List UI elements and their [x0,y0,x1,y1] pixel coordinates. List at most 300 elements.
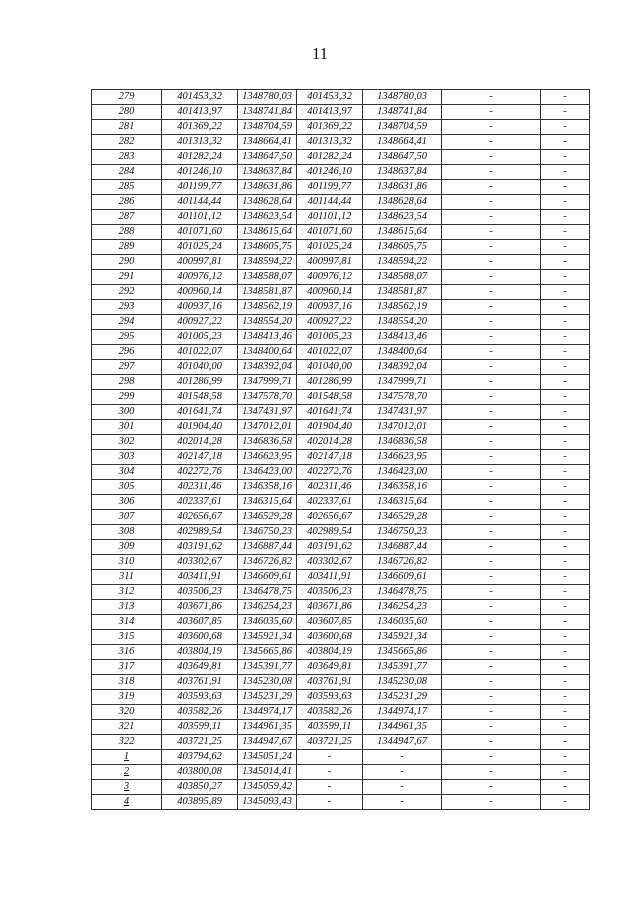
table-row [92,780,590,795]
page-number: 11 [311,44,329,63]
x-coordinate-cell: 403895,89 [162,795,238,810]
extra-column-1-cell: - [442,165,541,180]
x-coordinate-cell: 401071,60 [162,225,238,240]
y-coordinate-2-cell: 1348615,64 [363,225,442,240]
point-number-cell [92,750,162,765]
y-coordinate-cell: 1348628,64 [238,195,297,210]
y-coordinate-cell: 1348664,41 [238,135,297,150]
x-coordinate-cell: 401641,74 [162,405,238,420]
table-row [92,210,590,225]
y-coordinate-cell: 1348413,46 [238,330,297,345]
extra-column-1-cell: - [442,540,541,555]
extra-column-1-cell: - [442,240,541,255]
y-coordinate-cell: 1346750,23 [238,525,297,540]
x-coordinate-cell: 403506,23 [162,585,238,600]
point-number-cell: 280 [92,105,162,120]
y-coordinate-2-cell: 1346478,75 [363,585,442,600]
x-coordinate-cell: 403800,08 [162,765,238,780]
x-coordinate-cell: 400937,16 [162,300,238,315]
extra-column-1-cell: - [442,225,541,240]
point-number-cell: 313 [92,600,162,615]
extra-column-1-cell: - [442,255,541,270]
extra-column-1-cell: - [442,600,541,615]
table-row [92,120,590,135]
extra-column-1-cell: - [442,390,541,405]
extra-column-1-cell: - [442,495,541,510]
extra-column-2-cell: - [541,570,590,585]
extra-column-2-cell: - [541,375,590,390]
x-coordinate-cell: 401413,97 [162,105,238,120]
extra-column-2-cell: - [541,420,590,435]
point-number-cell: 281 [92,120,162,135]
extra-column-2-cell: - [541,195,590,210]
y-coordinate-cell: 1346315,64 [238,495,297,510]
point-number-underlined: 4 [123,796,130,807]
x-coordinate-2-cell: 401246,10 [297,165,363,180]
extra-column-2-cell: - [541,255,590,270]
x-coordinate-cell: 401005,23 [162,330,238,345]
y-coordinate-2-cell: 1348594,22 [363,255,442,270]
table-row [92,465,590,480]
y-coordinate-2-cell: 1347431,97 [363,405,442,420]
x-coordinate-2-cell: 403411,91 [297,570,363,585]
x-coordinate-2-cell: 403761,91 [297,675,363,690]
y-coordinate-cell: 1348392,04 [238,360,297,375]
point-number-cell: 309 [92,540,162,555]
extra-column-1-cell: - [442,270,541,285]
y-coordinate-2-cell: 1348741,84 [363,105,442,120]
point-number-cell: 284 [92,165,162,180]
table-row [92,390,590,405]
y-coordinate-cell: 1348647,50 [238,150,297,165]
extra-column-2-cell: - [541,630,590,645]
extra-column-1-cell: - [442,555,541,570]
x-coordinate-cell: 401369,22 [162,120,238,135]
y-coordinate-2-cell: 1346423,00 [363,465,442,480]
y-coordinate-cell: 1345230,08 [238,675,297,690]
point-number-cell: 294 [92,315,162,330]
y-coordinate-2-cell: 1348605,75 [363,240,442,255]
point-number-cell: 293 [92,300,162,315]
y-coordinate-2-cell: - [363,780,442,795]
x-coordinate-cell: 402272,76 [162,465,238,480]
x-coordinate-2-cell: 401904,40 [297,420,363,435]
extra-column-2-cell: - [541,540,590,555]
x-coordinate-2-cell: - [297,795,363,810]
table-row [92,105,590,120]
x-coordinate-2-cell: 402311,46 [297,480,363,495]
table-row [92,330,590,345]
x-coordinate-cell: 403794,62 [162,750,238,765]
y-coordinate-2-cell: 1348413,46 [363,330,442,345]
point-number-cell: 291 [92,270,162,285]
extra-column-2-cell: - [541,780,590,795]
extra-column-1-cell: - [442,660,541,675]
extra-column-1-cell: - [442,450,541,465]
x-coordinate-2-cell: 401025,24 [297,240,363,255]
extra-column-2-cell: - [541,180,590,195]
y-coordinate-2-cell: 1346035,60 [363,615,442,630]
point-number-cell: 287 [92,210,162,225]
y-coordinate-cell: 1346836,58 [238,435,297,450]
x-coordinate-2-cell: - [297,750,363,765]
x-coordinate-2-cell: 401040,00 [297,360,363,375]
extra-column-1-cell: - [442,525,541,540]
coordinates-table [91,89,590,810]
x-coordinate-2-cell: 400976,12 [297,270,363,285]
y-coordinate-2-cell: 1344961,35 [363,720,442,735]
extra-column-2-cell: - [541,435,590,450]
extra-column-2-cell: - [541,165,590,180]
table-row [92,195,590,210]
x-coordinate-cell: 401199,77 [162,180,238,195]
y-coordinate-2-cell: 1346254,23 [363,600,442,615]
x-coordinate-2-cell: 402656,67 [297,510,363,525]
x-coordinate-2-cell: 401313,32 [297,135,363,150]
extra-column-1-cell: - [442,405,541,420]
extra-column-2-cell: - [541,90,590,105]
y-coordinate-cell: 1348623,54 [238,210,297,225]
point-number-cell: 322 [92,735,162,750]
y-coordinate-cell: 1348588,07 [238,270,297,285]
y-coordinate-2-cell: 1348623,54 [363,210,442,225]
x-coordinate-cell: 401453,32 [162,90,238,105]
y-coordinate-2-cell: 1346726,82 [363,555,442,570]
y-coordinate-cell: 1348780,03 [238,90,297,105]
y-coordinate-2-cell: 1346529,28 [363,510,442,525]
extra-column-1-cell: - [442,420,541,435]
x-coordinate-cell: 403721,25 [162,735,238,750]
x-coordinate-2-cell: 403804,19 [297,645,363,660]
extra-column-2-cell: - [541,765,590,780]
point-number-cell: 303 [92,450,162,465]
point-number-cell: 321 [92,720,162,735]
y-coordinate-cell: 1348631,86 [238,180,297,195]
extra-column-1-cell: - [442,285,541,300]
y-coordinate-2-cell: 1348647,50 [363,150,442,165]
table-row [92,270,590,285]
extra-column-1-cell: - [442,615,541,630]
point-number-cell [92,795,162,810]
y-coordinate-cell: 1348637,84 [238,165,297,180]
x-coordinate-cell: 402147,18 [162,450,238,465]
y-coordinate-cell: 1345391,77 [238,660,297,675]
extra-column-2-cell: - [541,750,590,765]
y-coordinate-cell: 1346623,95 [238,450,297,465]
point-number-cell: 283 [92,150,162,165]
y-coordinate-cell: 1345014,41 [238,765,297,780]
extra-column-1-cell: - [442,435,541,450]
point-number-cell: 298 [92,375,162,390]
extra-column-1-cell: - [442,315,541,330]
extra-column-2-cell: - [541,600,590,615]
table-row [92,750,590,765]
extra-column-1-cell: - [442,570,541,585]
x-coordinate-cell: 400960,14 [162,285,238,300]
x-coordinate-2-cell: 401413,97 [297,105,363,120]
extra-column-1-cell: - [442,480,541,495]
extra-column-2-cell: - [541,735,590,750]
extra-column-2-cell: - [541,390,590,405]
extra-column-1-cell: - [442,360,541,375]
point-number-underlined: 3 [123,781,130,792]
x-coordinate-cell: 403302,67 [162,555,238,570]
extra-column-2-cell: - [541,105,590,120]
extra-column-1-cell: - [442,720,541,735]
x-coordinate-cell: 402656,67 [162,510,238,525]
point-number-cell: 290 [92,255,162,270]
extra-column-2-cell: - [541,360,590,375]
x-coordinate-cell: 401286,99 [162,375,238,390]
extra-column-2-cell: - [541,300,590,315]
table-row [92,765,590,780]
point-number-cell: 302 [92,435,162,450]
extra-column-1-cell: - [442,675,541,690]
extra-column-2-cell: - [541,690,590,705]
y-coordinate-2-cell: 1344947,67 [363,735,442,750]
y-coordinate-cell: 1346254,23 [238,600,297,615]
y-coordinate-cell: 1344974,17 [238,705,297,720]
x-coordinate-cell: 401040,00 [162,360,238,375]
point-number-cell: 312 [92,585,162,600]
extra-column-2-cell: - [541,240,590,255]
x-coordinate-2-cell: 400937,16 [297,300,363,315]
table-row [92,585,590,600]
x-coordinate-2-cell: 401641,74 [297,405,363,420]
y-coordinate-2-cell: 1348631,86 [363,180,442,195]
x-coordinate-2-cell: 403191,62 [297,540,363,555]
y-coordinate-cell: 1346035,60 [238,615,297,630]
table-row [92,510,590,525]
x-coordinate-2-cell: 401453,32 [297,90,363,105]
extra-column-1-cell: - [442,135,541,150]
x-coordinate-2-cell: 403607,85 [297,615,363,630]
x-coordinate-cell: 401144,44 [162,195,238,210]
table-row [92,450,590,465]
y-coordinate-cell: 1345059,42 [238,780,297,795]
y-coordinate-cell: 1348704,59 [238,120,297,135]
x-coordinate-cell: 403600,68 [162,630,238,645]
y-coordinate-cell: 1348562,19 [238,300,297,315]
x-coordinate-2-cell: 403593,63 [297,690,363,705]
extra-column-2-cell: - [541,330,590,345]
x-coordinate-2-cell: 403302,67 [297,555,363,570]
y-coordinate-2-cell: 1347999,71 [363,375,442,390]
y-coordinate-cell: 1346726,82 [238,555,297,570]
x-coordinate-2-cell: 401101,12 [297,210,363,225]
table-row [92,300,590,315]
extra-column-1-cell: - [442,510,541,525]
y-coordinate-2-cell: 1347012,01 [363,420,442,435]
extra-column-2-cell: - [541,525,590,540]
y-coordinate-cell: 1346423,00 [238,465,297,480]
x-coordinate-2-cell: 403671,86 [297,600,363,615]
x-coordinate-cell: 401025,24 [162,240,238,255]
x-coordinate-cell: 401313,32 [162,135,238,150]
y-coordinate-2-cell: 1345231,29 [363,690,442,705]
x-coordinate-cell: 401101,12 [162,210,238,225]
y-coordinate-2-cell: - [363,795,442,810]
y-coordinate-cell: 1345665,86 [238,645,297,660]
x-coordinate-2-cell: 401282,24 [297,150,363,165]
y-coordinate-2-cell: 1346609,61 [363,570,442,585]
x-coordinate-2-cell: 401071,60 [297,225,363,240]
table-row [92,165,590,180]
point-number-cell: 297 [92,360,162,375]
y-coordinate-2-cell: 1348628,64 [363,195,442,210]
extra-column-2-cell: - [541,225,590,240]
x-coordinate-cell: 401022,07 [162,345,238,360]
extra-column-1-cell: - [442,780,541,795]
y-coordinate-2-cell: 1345665,86 [363,645,442,660]
y-coordinate-2-cell: - [363,765,442,780]
x-coordinate-cell: 401548,58 [162,390,238,405]
extra-column-1-cell: - [442,300,541,315]
y-coordinate-cell: 1346529,28 [238,510,297,525]
table-row [92,525,590,540]
y-coordinate-2-cell: 1348664,41 [363,135,442,150]
extra-column-2-cell: - [541,210,590,225]
x-coordinate-cell: 400976,12 [162,270,238,285]
y-coordinate-2-cell: 1348392,04 [363,360,442,375]
table-row [92,375,590,390]
y-coordinate-cell: 1348581,87 [238,285,297,300]
x-coordinate-2-cell: 403721,25 [297,735,363,750]
y-coordinate-2-cell: 1348637,84 [363,165,442,180]
point-number-cell: 305 [92,480,162,495]
extra-column-1-cell: - [442,645,541,660]
y-coordinate-cell: 1346887,44 [238,540,297,555]
y-coordinate-2-cell: 1348780,03 [363,90,442,105]
x-coordinate-2-cell: 401144,44 [297,195,363,210]
x-coordinate-2-cell: 403582,26 [297,705,363,720]
extra-column-1-cell: - [442,195,541,210]
y-coordinate-cell: 1346358,16 [238,480,297,495]
table-row [92,555,590,570]
point-number-cell: 318 [92,675,162,690]
x-coordinate-2-cell: 403649,81 [297,660,363,675]
y-coordinate-2-cell: 1347578,70 [363,390,442,405]
point-number-cell: 289 [92,240,162,255]
x-coordinate-2-cell: 402014,28 [297,435,363,450]
table-row [92,420,590,435]
y-coordinate-2-cell: 1345391,77 [363,660,442,675]
y-coordinate-cell: 1345093,43 [238,795,297,810]
point-number-cell: 282 [92,135,162,150]
extra-column-2-cell: - [541,510,590,525]
point-number-cell: 292 [92,285,162,300]
table-row [92,795,590,810]
y-coordinate-2-cell: 1348554,20 [363,315,442,330]
table-row [92,735,590,750]
point-number-cell: 279 [92,90,162,105]
x-coordinate-cell: 401282,24 [162,150,238,165]
extra-column-1-cell: - [442,345,541,360]
extra-column-2-cell: - [541,465,590,480]
extra-column-2-cell: - [541,675,590,690]
x-coordinate-cell: 401904,40 [162,420,238,435]
table-row [92,630,590,645]
x-coordinate-cell: 403191,62 [162,540,238,555]
x-coordinate-cell: 401246,10 [162,165,238,180]
extra-column-1-cell: - [442,90,541,105]
extra-column-2-cell: - [541,615,590,630]
x-coordinate-2-cell: 402337,61 [297,495,363,510]
table-row [92,345,590,360]
x-coordinate-2-cell: 401548,58 [297,390,363,405]
x-coordinate-2-cell: 402989,54 [297,525,363,540]
table-row [92,480,590,495]
table-row [92,495,590,510]
point-number-cell: 286 [92,195,162,210]
x-coordinate-2-cell: 401369,22 [297,120,363,135]
extra-column-2-cell: - [541,795,590,810]
table-row [92,225,590,240]
x-coordinate-cell: 403582,26 [162,705,238,720]
extra-column-1-cell: - [442,705,541,720]
table-row [92,705,590,720]
point-number-cell: 306 [92,495,162,510]
y-coordinate-cell: 1347012,01 [238,420,297,435]
point-number-cell: 288 [92,225,162,240]
x-coordinate-2-cell: 402272,76 [297,465,363,480]
x-coordinate-cell: 403850,27 [162,780,238,795]
point-number-cell [92,765,162,780]
table-row [92,660,590,675]
point-number-cell: 307 [92,510,162,525]
extra-column-1-cell: - [442,765,541,780]
extra-column-1-cell: - [442,180,541,195]
table-row [92,150,590,165]
x-coordinate-2-cell: 400997,81 [297,255,363,270]
y-coordinate-cell: 1344961,35 [238,720,297,735]
point-number-cell: 308 [92,525,162,540]
x-coordinate-2-cell: 403506,23 [297,585,363,600]
point-number-cell: 311 [92,570,162,585]
extra-column-2-cell: - [541,120,590,135]
table-row [92,360,590,375]
y-coordinate-2-cell: 1346836,58 [363,435,442,450]
y-coordinate-2-cell: 1345230,08 [363,675,442,690]
y-coordinate-2-cell: 1348704,59 [363,120,442,135]
table-row [92,570,590,585]
y-coordinate-2-cell: 1348581,87 [363,285,442,300]
table-row [92,405,590,420]
extra-column-1-cell: - [442,465,541,480]
x-coordinate-cell: 403649,81 [162,660,238,675]
extra-column-1-cell: - [442,150,541,165]
table-row [92,540,590,555]
table-row [92,600,590,615]
y-coordinate-2-cell: 1346623,95 [363,450,442,465]
x-coordinate-cell: 402989,54 [162,525,238,540]
x-coordinate-cell: 403411,91 [162,570,238,585]
x-coordinate-cell: 402311,46 [162,480,238,495]
point-number-cell: 316 [92,645,162,660]
x-coordinate-cell: 402014,28 [162,435,238,450]
point-number-cell: 296 [92,345,162,360]
y-coordinate-2-cell: 1348400,64 [363,345,442,360]
extra-column-1-cell: - [442,750,541,765]
point-number-cell: 320 [92,705,162,720]
x-coordinate-cell: 403607,85 [162,615,238,630]
extra-column-2-cell: - [541,285,590,300]
x-coordinate-2-cell: - [297,765,363,780]
x-coordinate-cell: 403671,86 [162,600,238,615]
point-number-cell: 315 [92,630,162,645]
table-row [92,255,590,270]
y-coordinate-cell: 1348554,20 [238,315,297,330]
